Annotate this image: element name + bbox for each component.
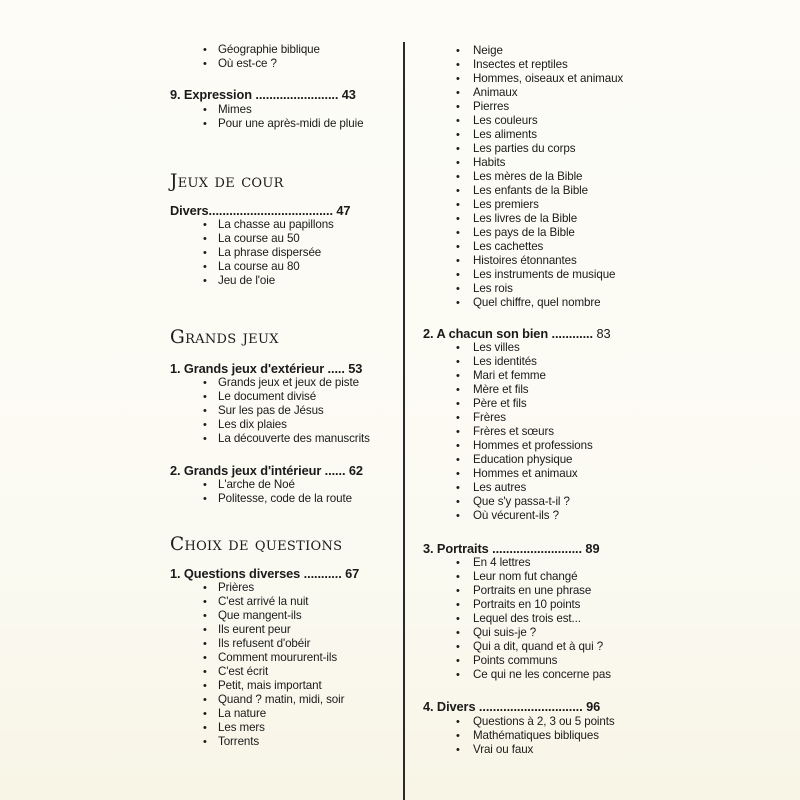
- list-item: • La course au 80: [170, 260, 334, 274]
- list-item: • Grands jeux et jeux de piste: [170, 376, 370, 390]
- list-item: • Hommes et animaux: [423, 467, 593, 481]
- list-item: • Quand ? matin, midi, soir: [170, 693, 344, 707]
- portraits-list: [423, 556, 611, 682]
- list-item: • Père et fils: [423, 397, 593, 411]
- list-item: • Points communs: [423, 654, 611, 668]
- list-item: • Les autres: [423, 481, 593, 495]
- list-item: • Géographie biblique: [170, 43, 320, 57]
- list-item: • Animaux: [423, 86, 623, 100]
- list-item: • Les premiers: [423, 198, 623, 212]
- list-item: • Habits: [423, 156, 623, 170]
- heading-grands-jeux-exterieur: 1. Grands jeux d'extérieur ..... 53: [170, 361, 363, 376]
- list-item: • Hommes, oiseaux et animaux: [423, 72, 623, 86]
- list-item: • Les livres de la Bible: [423, 212, 623, 226]
- divers-right-list: [423, 715, 615, 757]
- heading-divers: Divers.................................... 47: [170, 203, 351, 218]
- list-item: • Torrents: [170, 735, 344, 749]
- list-item: • En 4 lettres: [423, 556, 611, 570]
- heading-expression: 9. Expression ........................ 43: [170, 87, 356, 102]
- section-title-choix-de-questions: Choix de questions: [170, 534, 343, 555]
- list-item: • L'arche de Noé: [170, 478, 352, 492]
- list-item: • Comment moururent-ils: [170, 651, 344, 665]
- list-item: • Les rois: [423, 282, 623, 296]
- expression-list: [170, 103, 363, 131]
- left-top-list: [170, 43, 320, 71]
- list-item: • Les mers: [170, 721, 344, 735]
- list-item: • Les identités: [423, 355, 593, 369]
- heading-questions-diverses: 1. Questions diverses ........... 67: [170, 566, 360, 581]
- column-divider: [403, 42, 405, 800]
- list-item: • C'est arrivé la nuit: [170, 595, 344, 609]
- list-item: • Quel chiffre, quel nombre: [423, 296, 623, 310]
- list-item: • La phrase dispersée: [170, 246, 334, 260]
- list-item: • Neige: [423, 44, 623, 58]
- list-item: • Portraits en une phrase: [423, 584, 611, 598]
- a-chacun-son-bien-list: [423, 341, 593, 523]
- list-item: • Les instruments de musique: [423, 268, 623, 282]
- list-item: • Sur les pas de Jésus: [170, 404, 370, 418]
- list-item: • Les couleurs: [423, 114, 623, 128]
- section-title-jeux-de-cour: Jeux de cour: [170, 171, 284, 192]
- list-item: • Politesse, code de la route: [170, 492, 352, 506]
- list-item: • Questions à 2, 3 ou 5 points: [423, 715, 615, 729]
- list-item: • Les mères de la Bible: [423, 170, 623, 184]
- list-item: • C'est écrit: [170, 665, 344, 679]
- list-item: • Mimes: [170, 103, 363, 117]
- list-item: • Qui suis-je ?: [423, 626, 611, 640]
- list-item: • Portraits en 10 points: [423, 598, 611, 612]
- list-item: • La découverte des manuscrits: [170, 432, 370, 446]
- list-item: • Leur nom fut changé: [423, 570, 611, 584]
- list-item: • Les pays de la Bible: [423, 226, 623, 240]
- divers-list: [170, 218, 334, 288]
- list-item: • Où vécurent-ils ?: [423, 509, 593, 523]
- right-top-list: [423, 44, 623, 310]
- list-item: • Pour une après-midi de pluie: [170, 117, 363, 131]
- list-item: • Frères et sœurs: [423, 425, 593, 439]
- list-item: • Insectes et reptiles: [423, 58, 623, 72]
- list-item: • Le document divisé: [170, 390, 370, 404]
- list-item: • Histoires étonnantes: [423, 254, 623, 268]
- heading-divers-right: 4. Divers .............................. 96: [423, 699, 601, 714]
- questions-diverses-list: [170, 581, 344, 749]
- list-item: • Les dix plaies: [170, 418, 370, 432]
- grands-jeux-interieur-list: [170, 478, 352, 506]
- list-item: • Vrai ou faux: [423, 743, 615, 757]
- list-item: • Ce qui ne les concerne pas: [423, 668, 611, 682]
- list-item: • Frères: [423, 411, 593, 425]
- list-item: • La course au 50: [170, 232, 334, 246]
- heading-a-chacun-son-bien: 2. A chacun son bien ............ 83: [423, 326, 611, 341]
- list-item: • Petit, mais important: [170, 679, 344, 693]
- heading-portraits: 3. Portraits .......................... 89: [423, 541, 600, 556]
- list-item: • Ils eurent peur: [170, 623, 344, 637]
- list-item: • La chasse au papillons: [170, 218, 334, 232]
- list-item: • Mathématiques bibliques: [423, 729, 615, 743]
- list-item: • Hommes et professions: [423, 439, 593, 453]
- list-item: • Les villes: [423, 341, 593, 355]
- list-item: • Les cachettes: [423, 240, 623, 254]
- list-item: • Que mangent-ils: [170, 609, 344, 623]
- list-item: • Jeu de l'oie: [170, 274, 334, 288]
- heading-grands-jeux-interieur: 2. Grands jeux d'intérieur ...... 62: [170, 463, 363, 478]
- list-item: • Les parties du corps: [423, 142, 623, 156]
- section-title-grands-jeux: Grands jeux: [170, 327, 279, 348]
- list-item: • La nature: [170, 707, 344, 721]
- list-item: • Pierres: [423, 100, 623, 114]
- list-item: • Lequel des trois est...: [423, 612, 611, 626]
- list-item: • Les aliments: [423, 128, 623, 142]
- list-item: • Education physique: [423, 453, 593, 467]
- list-item: • Mari et femme: [423, 369, 593, 383]
- grands-jeux-exterieur-list: [170, 376, 370, 446]
- list-item: • Où est-ce ?: [170, 57, 320, 71]
- list-item: • Ils refusent d'obéir: [170, 637, 344, 651]
- list-item: • Prières: [170, 581, 344, 595]
- list-item: • Les enfants de la Bible: [423, 184, 623, 198]
- list-item: • Mère et fils: [423, 383, 593, 397]
- list-item: • Que s'y passa-t-il ?: [423, 495, 593, 509]
- list-item: • Qui a dit, quand et à qui ?: [423, 640, 611, 654]
